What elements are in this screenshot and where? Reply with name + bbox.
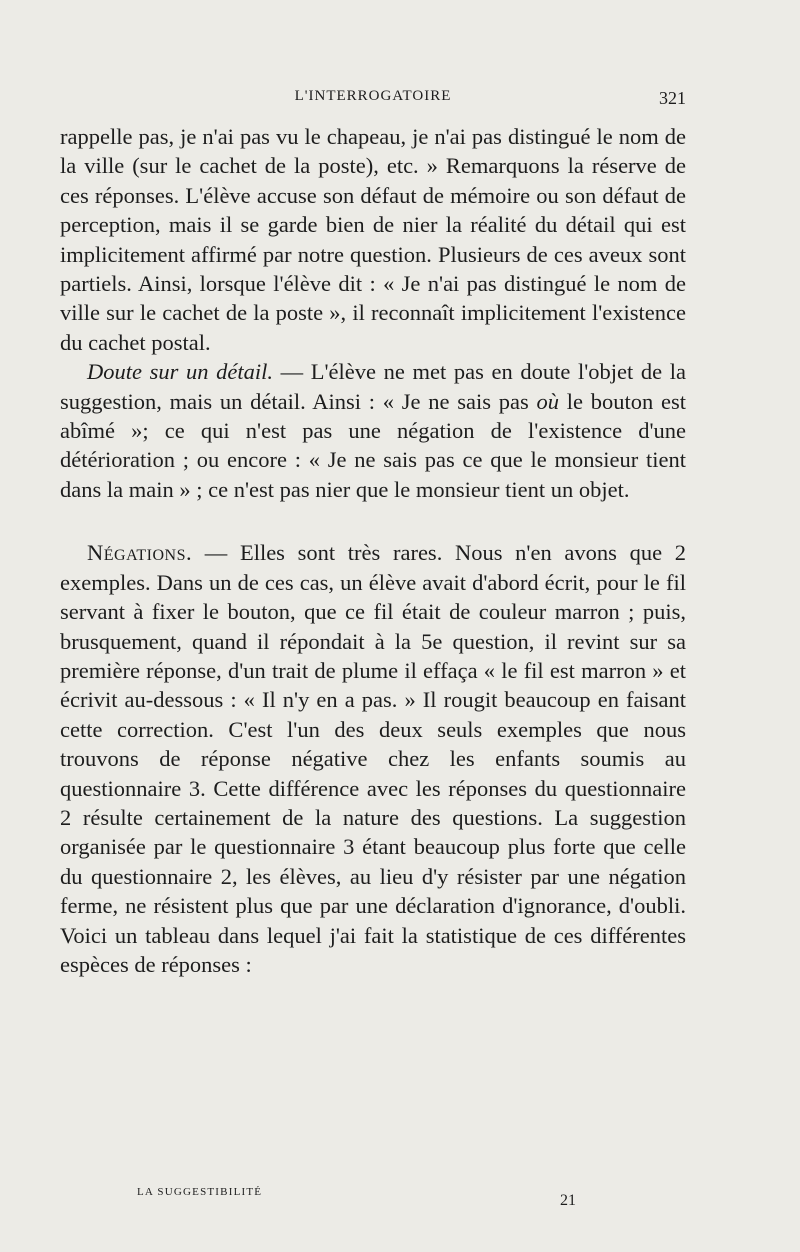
body-text — [60, 122, 686, 979]
page-number: 321 — [659, 88, 686, 108]
paragraph-3-text: — Elles sont très rares. Nous n'en avons que 2 exemples. Dans un de ces cas, un élève avait d'abord écrit, pour le fil servant à fixer le bouton, que ce fil était de couleur marron ; puis, brusquement, quand il répondait à la 5e question, il revint sur sa première réponse, d'un trait de plume il effaça « le fil est marron » et écrivit au-dessous : « Il n'y en a pas. » Il rougit beaucoup en faisant cette correction. C'est l'un des deux seuls exemples que nous trouvons de réponse négative chez les enfants soumis au questionnaire 3. Cette différence avec les réponses du questionnaire 2 résulte certainement de la nature des questions. La suggestion organisée par le questionnaire 3 étant beaucoup plus forte que celle du questionnaire 2, les élèves, au lieu d'y résister par une négation ferme, ne résistent plus que par une déclaration d'ignorance, d'oubli. Voici un tableau dans lequel j'ai fait la statistique de ces différentes espèces de réponses : — [60, 540, 686, 977]
running-title: L'INTERROGATOIRE — [294, 88, 452, 104]
section-gap — [60, 504, 686, 538]
paragraph-2-heading: Doute sur un détail. — [87, 359, 273, 385]
footer-signature-number: 21 — [560, 1192, 576, 1209]
footer-signature: LA SUGGESTIBILITÉ — [137, 1186, 263, 1198]
running-head — [60, 88, 686, 114]
paragraph-3-heading: Négations. — [87, 540, 193, 566]
paragraph-3 — [60, 538, 686, 979]
paragraph-2-text-b: le bouton est abîmé »; ce qui n'est pas une négation de l'existence d'une détérioration ; ou encore : « Je ne sais pas ce que le monsieur tient dans la main » ; ce n'est pas nier que le monsieur tient un objet. — [60, 388, 686, 502]
paragraph-1: rappelle pas, je n'ai pas vu le chapeau, je n'ai pas distingué le nom de la ville (sur le cachet de la poste), etc. » Remarquons la réserve de ces réponses. L'élève accuse son défaut de mémoire ou son défaut de perception, mais il se garde bien de nier la réalité du détail qui est implicitement affirmé par notre question. Plusieurs de ces aveux sont partiels. Ainsi, lorsque l'élève dit : « Je n'ai pas distingué le nom de ville sur le cachet de la poste », il reconnaît implicitement l'existence du cachet postal. — [60, 124, 686, 355]
paragraph-2-italic-word: où — [536, 388, 559, 414]
paragraph-2-text-a: — L'élève ne met pas en doute l'objet de la suggestion, mais un détail. Ainsi : « Je ne sais pas — [60, 359, 686, 414]
paragraph-2 — [60, 357, 686, 504]
